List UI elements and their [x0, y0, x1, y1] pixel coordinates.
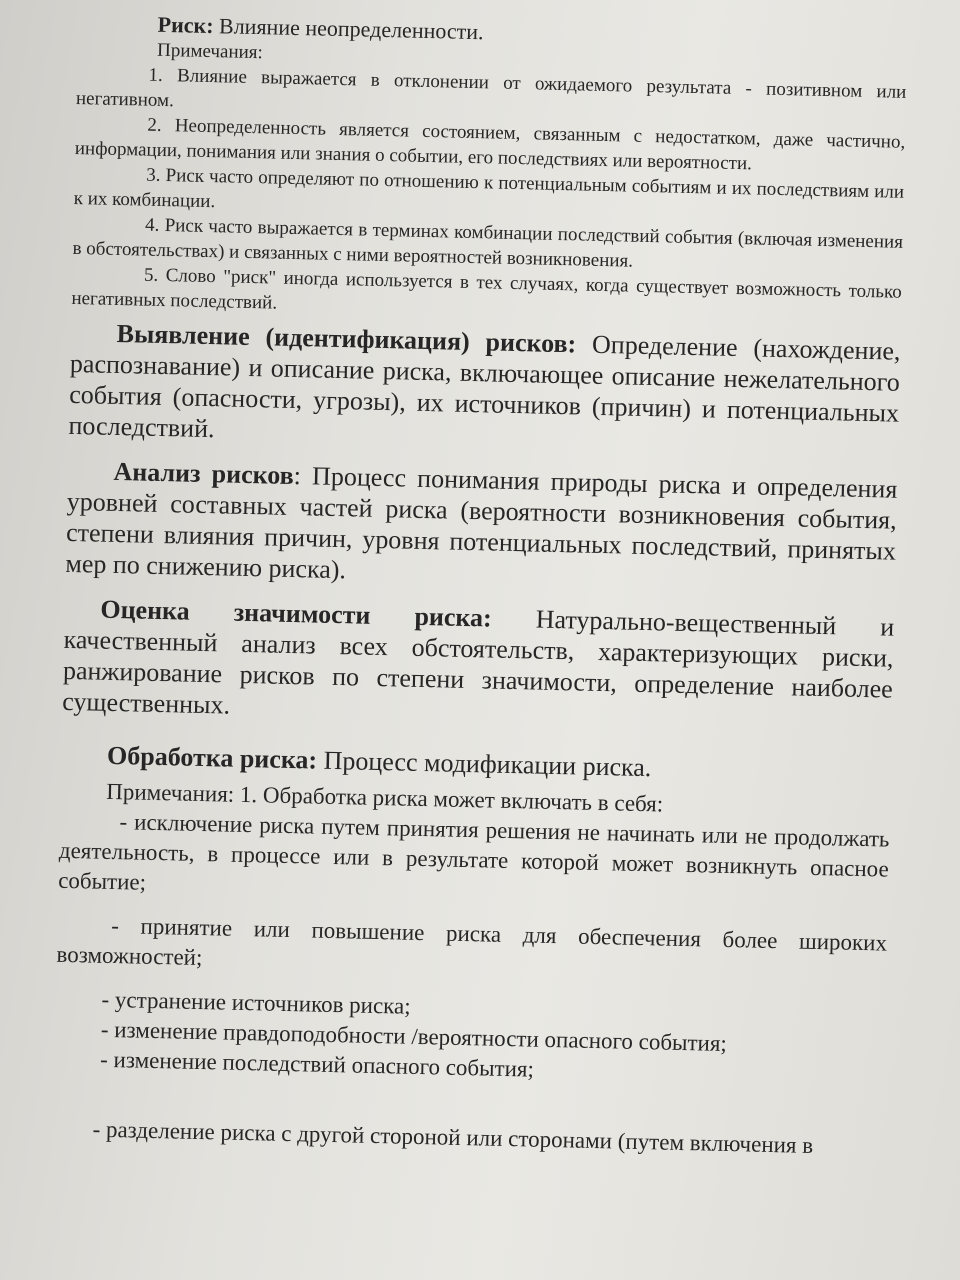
risk-note: 5. Слово "риск" иногда используется в тех случаях, когда существует возможность только негативных последствий.	[71, 264, 903, 314]
identification-definition: Определение (нахождение, распознавание) и описание риска, включающее описание нежелательного события (опасности, угрозы), их источников (причин) и потенциальных последствий.	[68, 329, 901, 444]
risk-note: 3. Риск часто определяют по отношению к потенциальным событиям и их последствиям или к их комбинации.	[73, 164, 905, 213]
risk-definition-text: Влияние неопределенности.	[218, 13, 484, 45]
treatment-item: - принятие или повышение риска для обеспечения более широких возможностей;	[56, 912, 888, 971]
identification-paragraph	[68, 317, 901, 460]
treatment-item: - изменение последствий опасного события;	[99, 1046, 535, 1082]
text-sheet	[52, 10, 908, 1163]
assessment-paragraph	[62, 593, 895, 736]
risk-note: 1. Влияние выражается в отклонении от ожидаемого результата - позитивном или негативном.	[75, 64, 907, 112]
assessment-definition: Натурально-вещественный и качественный анализ всех обстоятельств, характеризующих риски, ранжирование рисков по степени значимости, определение наиболее существенных.	[61, 604, 895, 720]
risk-note: 2. Неопределенность является состоянием, связанным с недостатком, даже частично, информации, понимания или знания о событии, его последствиях или вероятности.	[74, 114, 906, 175]
treatment-item: - устранение источников риска;	[101, 986, 411, 1019]
risk-term: Риск:	[157, 11, 214, 39]
risk-notes-label: Примечания:	[156, 39, 264, 64]
treatment-item: - разделение риска с другой стороной или сторонами (путем включения в	[92, 1116, 814, 1158]
analysis-term: Анализ рисков	[113, 456, 295, 491]
analysis-paragraph	[65, 455, 898, 598]
treatment-definition: Процесс модификации риска.	[323, 745, 652, 783]
assessment-term: Оценка значимости риска:	[100, 594, 493, 633]
treatment-item: - изменение правдоподобности /вероятности опасного события;	[100, 1016, 728, 1056]
analysis-definition: : Процесс понимания природы риска и определения уровней составных частей риска (вероятности возникновения события, степени влияния причин, уровня потенциальных последствий, принятых мер по снижению риска).	[65, 461, 898, 585]
treatment-term: Обработка риска:	[106, 740, 318, 775]
risk-note: 4. Риск часто выражается в терминах комбинации последствий события (включая изменения в обстоятельствах) и связанных с ними вероятностей возникновения.	[72, 214, 904, 272]
identification-term: Выявление (идентификация) рисков:	[116, 318, 577, 359]
treatment-item: - исключение риска путем принятия решения не начинать или не продолжать деятельность, в процессе или в результате которой может возникнуть опасное событие;	[57, 809, 890, 895]
treatment-notes-intro: Примечания: 1. Обработка риска может включать в себя:	[105, 778, 664, 817]
